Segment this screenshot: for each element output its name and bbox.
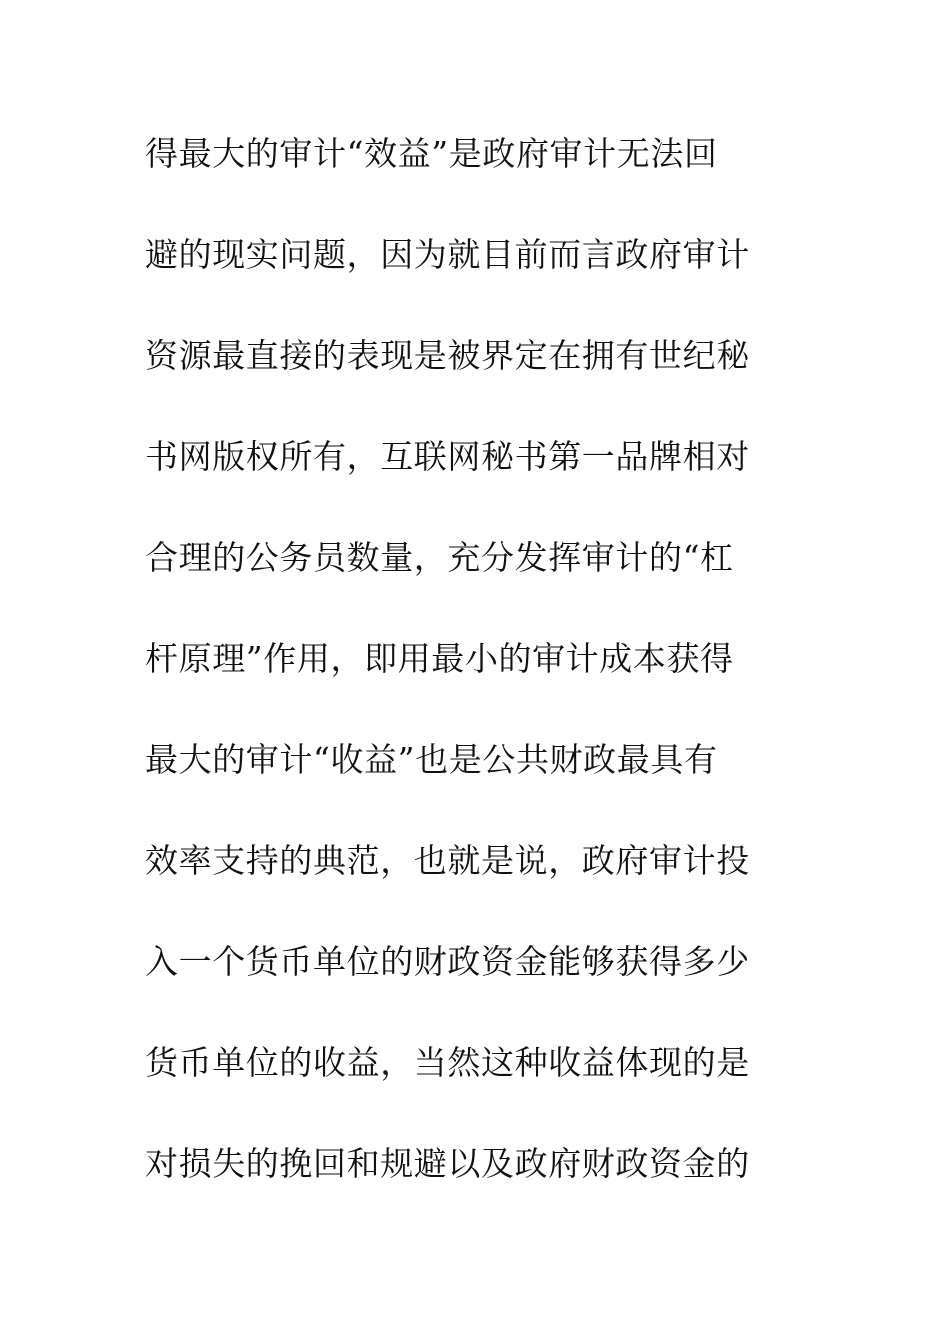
text-line: 避的现实问题，因为就目前而言政府审计 bbox=[145, 235, 750, 274]
text-line: 货币单位的收益，当然这种收益体现的是 bbox=[145, 1043, 750, 1082]
text-line: 合理的公务员数量，充分发挥审计的“杠 bbox=[145, 538, 734, 577]
text-line: 资源最直接的表现是被界定在拥有世纪秘 bbox=[145, 336, 750, 375]
text-line: 得最大的审计“效益”是政府审计无法回 bbox=[145, 134, 718, 173]
text-line: 入一个货币单位的财政资金能够获得多少 bbox=[145, 942, 750, 981]
text-line: 对损失的挽回和规避以及政府财政资金的 bbox=[145, 1144, 750, 1183]
text-line: 书网版权所有，互联网秘书第一品牌相对 bbox=[145, 437, 750, 476]
text-line: 杆原理”作用，即用最小的审计成本获得 bbox=[145, 639, 734, 678]
text-line: 效率支持的典范，也就是说，政府审计投 bbox=[145, 841, 750, 880]
body-text bbox=[145, 120, 810, 1231]
text-line: 最大的审计“收益”也是公共财政最具有 bbox=[145, 740, 718, 779]
